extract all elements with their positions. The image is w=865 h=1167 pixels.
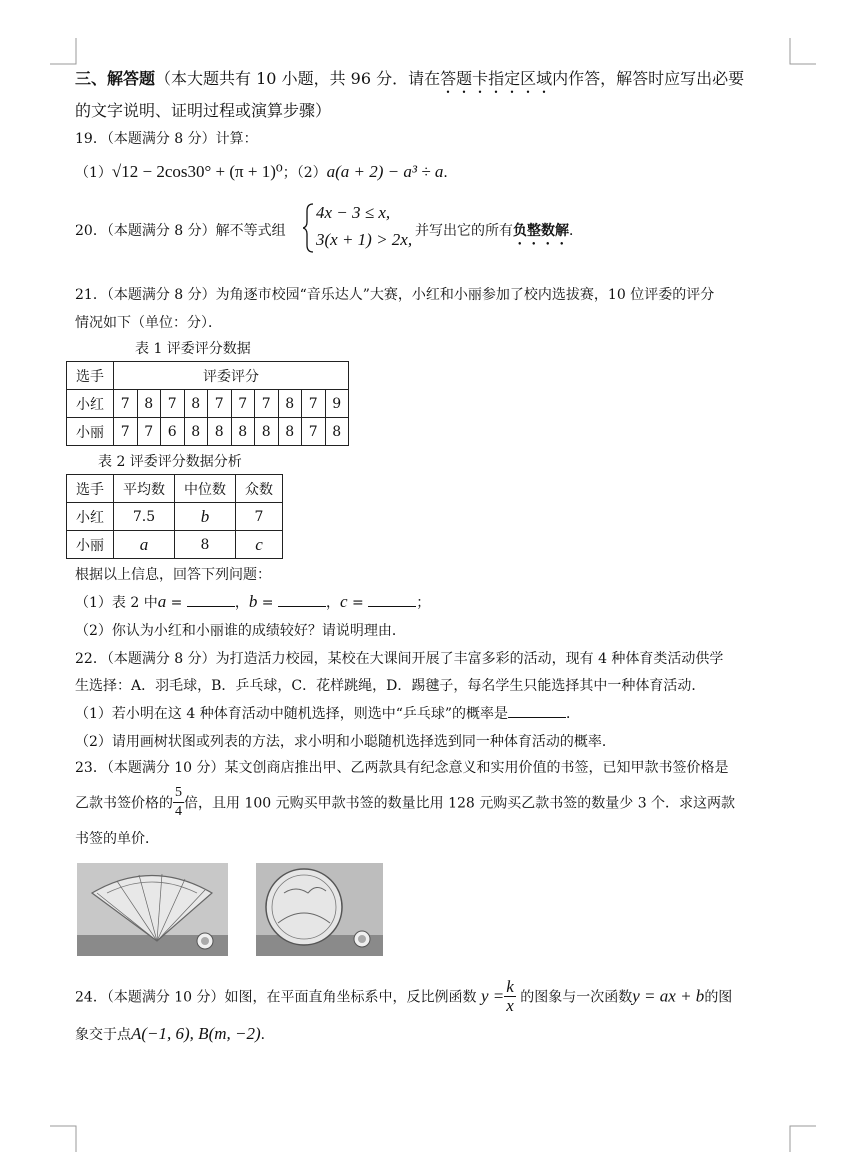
table-cell: 8 xyxy=(278,418,302,446)
table-cell: 7 xyxy=(208,390,232,418)
q20-tail xyxy=(415,220,583,248)
table-cell: 7 xyxy=(114,418,138,446)
table-row xyxy=(67,531,283,559)
table-cell: 8 xyxy=(137,390,161,418)
table-cell: 7 xyxy=(137,418,161,446)
table2-cell: 小丽 xyxy=(67,531,114,559)
section-intro-a: （本大题共有 10 小题，共 96 分．请在 xyxy=(155,69,441,88)
section-intro-line2: 的文字说明、证明过程或演算步骤） xyxy=(75,101,332,120)
q21-part1-end: ； xyxy=(416,595,431,611)
blank-b[interactable] xyxy=(278,592,326,607)
q22-part1 xyxy=(75,703,580,723)
var-a: a xyxy=(157,592,167,611)
table2-cell: 7 xyxy=(236,503,283,531)
table1-caption: 表 1 评委评分数据 xyxy=(135,341,251,357)
fan-bookmark-illustration xyxy=(77,863,228,956)
q21-after: 根据以上信息，回答下列问题： xyxy=(75,567,271,583)
q20-brace xyxy=(303,203,315,253)
q22-part1-end: ． xyxy=(566,706,581,722)
q23-line2 xyxy=(75,784,735,821)
q22-head2: 生选择：A．羽毛球，B．乒乓球，C．花样跳绳，D．踢毽子，每名学生只能选择其中一种体育活动． xyxy=(75,678,706,694)
blank-probability[interactable] xyxy=(508,703,566,718)
table1-name: 小红 xyxy=(67,390,114,418)
q21-head: 21．（本题满分 8 分）为角逐市校园“音乐达人”大赛，小红和小丽参加了校内选拔赛，10 位评委的评分 xyxy=(75,287,715,303)
q24-line2-end: ． xyxy=(260,1027,275,1043)
q20-tail-a: 并写出它的所有 xyxy=(415,223,513,239)
table2-header: 平均数 xyxy=(114,475,175,503)
q19-sep: ；（2） xyxy=(282,165,327,181)
circle-bookmark-illustration xyxy=(256,863,383,956)
fraction-denominator: 4 xyxy=(175,804,182,819)
table-row xyxy=(67,475,283,503)
q24-tail: 的图 xyxy=(704,989,733,1006)
crop-mark-bottom-right xyxy=(788,1124,816,1152)
table-cell: 9 xyxy=(325,390,349,418)
table2-header: 选手 xyxy=(67,475,114,503)
table-cell: 8 xyxy=(278,390,302,418)
table-cell: 7 xyxy=(255,390,279,418)
q20-ineq1: 4x − 3 ≤ x, xyxy=(316,203,391,222)
table-row xyxy=(67,390,349,418)
section-title: 解答题 xyxy=(107,69,156,88)
table-row xyxy=(67,503,283,531)
q20-negative-integer: 负整数解 xyxy=(513,223,569,239)
fraction-five-fourths xyxy=(173,784,184,821)
table-cell: 7 xyxy=(302,390,326,418)
section-number: 三、 xyxy=(75,69,108,88)
q24-y-eq: y = xyxy=(480,986,505,1006)
q23-head: 23．（本题满分 10 分）某文创商店推出甲、乙两款具有纪念意义和实用价值的书签，已知甲款书签价格是 xyxy=(75,760,729,776)
q22-part1-text: （1）若小明在这 4 种体育活动中随机选择，则选中“乒乓球”的概率是 xyxy=(75,706,509,722)
q24-line2 xyxy=(75,1024,275,1044)
table-cell: 7 xyxy=(302,418,326,446)
q21-part2: （2）你认为小红和小丽谁的成绩较好？请说明理由． xyxy=(75,623,406,639)
table-cell: 7 xyxy=(231,390,255,418)
crop-mark-top-left xyxy=(50,38,78,66)
table1-header-player: 选手 xyxy=(67,362,114,390)
q19-part1-label: （1） xyxy=(75,165,112,181)
comma: ， xyxy=(326,595,340,611)
q20-head: 20．（本题满分 8 分）解不等式组 xyxy=(75,223,286,239)
table-cell: 6 xyxy=(161,418,185,446)
q24-line1 xyxy=(75,978,732,1015)
fraction-x: x xyxy=(506,996,514,1015)
q24-mid: 的图象与一次函数 xyxy=(520,989,633,1006)
equals: = xyxy=(166,595,187,611)
table2-cell: b xyxy=(175,503,236,531)
table2-analysis xyxy=(66,474,283,559)
q19-part1-expr: √12 − 2cos30° + (π + 1)⁰ xyxy=(111,162,283,181)
q24-points: A(−1, 6), B(m, −2) xyxy=(131,1024,261,1043)
q23-line2-b: 倍，且用 100 元购买甲款书签的数量比用 128 元购买乙款书签的数量少 3 个．求这两款 xyxy=(184,795,736,812)
table2-cell: 小红 xyxy=(67,503,114,531)
table2-caption: 表 2 评委评分数据分析 xyxy=(98,454,242,470)
q19-end: ． xyxy=(443,165,458,181)
q22-part2: （2）请用画树状图或列表的方法，求小明和小聪随机选择选到同一种体育活动的概率． xyxy=(75,734,616,750)
fraction-k: k xyxy=(506,977,514,996)
q21-head2: 情况如下（单位：分）． xyxy=(75,315,222,331)
fraction-k-over-x xyxy=(504,978,516,1015)
table-cell: 8 xyxy=(325,418,349,446)
section-intro-dotted: 答题卡指定区域 xyxy=(440,69,553,88)
var-b: b xyxy=(248,592,258,611)
equals: = xyxy=(347,595,369,611)
q24-linear: y = ax + b xyxy=(632,986,705,1006)
q19-head: 19．（本题满分 8 分）计算： xyxy=(75,131,258,147)
table-row xyxy=(67,362,349,390)
table-cell: 8 xyxy=(231,418,255,446)
q21-part1-label: （1）表 2 中 xyxy=(75,595,158,611)
table-cell: 8 xyxy=(208,418,232,446)
q19-part2-expr: a(a + 2) − a³ ÷ a xyxy=(326,162,444,181)
table2-cell: 7.5 xyxy=(114,503,175,531)
fraction-numerator: 5 xyxy=(173,784,184,803)
table-cell: 8 xyxy=(184,390,208,418)
comma: ， xyxy=(234,595,249,611)
table2-cell: a xyxy=(114,531,175,559)
q21-part1 xyxy=(75,592,430,612)
table-cell: 8 xyxy=(255,418,279,446)
section-intro-b: 内作答，解答时应写出必要 xyxy=(552,69,745,88)
table-cell: 7 xyxy=(114,390,138,418)
table2-header: 中位数 xyxy=(175,475,236,503)
q23-line3: 书签的单价． xyxy=(75,831,159,847)
table2-cell: 8 xyxy=(175,531,236,559)
blank-c[interactable] xyxy=(368,592,416,607)
blank-a[interactable] xyxy=(187,592,235,607)
q22-head: 22．（本题满分 8 分）为打造活力校园，某校在大课间开展了丰富多彩的活动，现有 4 种体育类活动供学 xyxy=(75,651,724,667)
crop-mark-top-right xyxy=(788,38,816,66)
bookmark-image-circle xyxy=(256,863,383,956)
table-cell: 7 xyxy=(161,390,185,418)
table1-header-scores: 评委评分 xyxy=(114,362,349,390)
bookmark-image-fan xyxy=(77,863,228,956)
var-c: c xyxy=(340,592,348,611)
q23-line2-a: 乙款书签价格的 xyxy=(75,795,173,812)
q19-parts xyxy=(75,162,457,182)
table2-header: 众数 xyxy=(236,475,283,503)
table-row xyxy=(67,418,349,446)
table1-scores xyxy=(66,361,349,446)
table2-cell: c xyxy=(236,531,283,559)
q24-line2-a: 象交于点 xyxy=(75,1027,131,1043)
crop-mark-bottom-left xyxy=(50,1124,78,1152)
q20-ineq2: 3(x + 1) > 2x, xyxy=(316,230,413,249)
q20-tail-b: ． xyxy=(569,223,583,239)
q24-head: 24．（本题满分 10 分）如图，在平面直角坐标系中，反比例函数 xyxy=(75,989,477,1006)
equals: = xyxy=(257,595,278,611)
table-cell: 8 xyxy=(184,418,208,446)
section-heading xyxy=(75,66,744,97)
table1-name: 小丽 xyxy=(67,418,114,446)
